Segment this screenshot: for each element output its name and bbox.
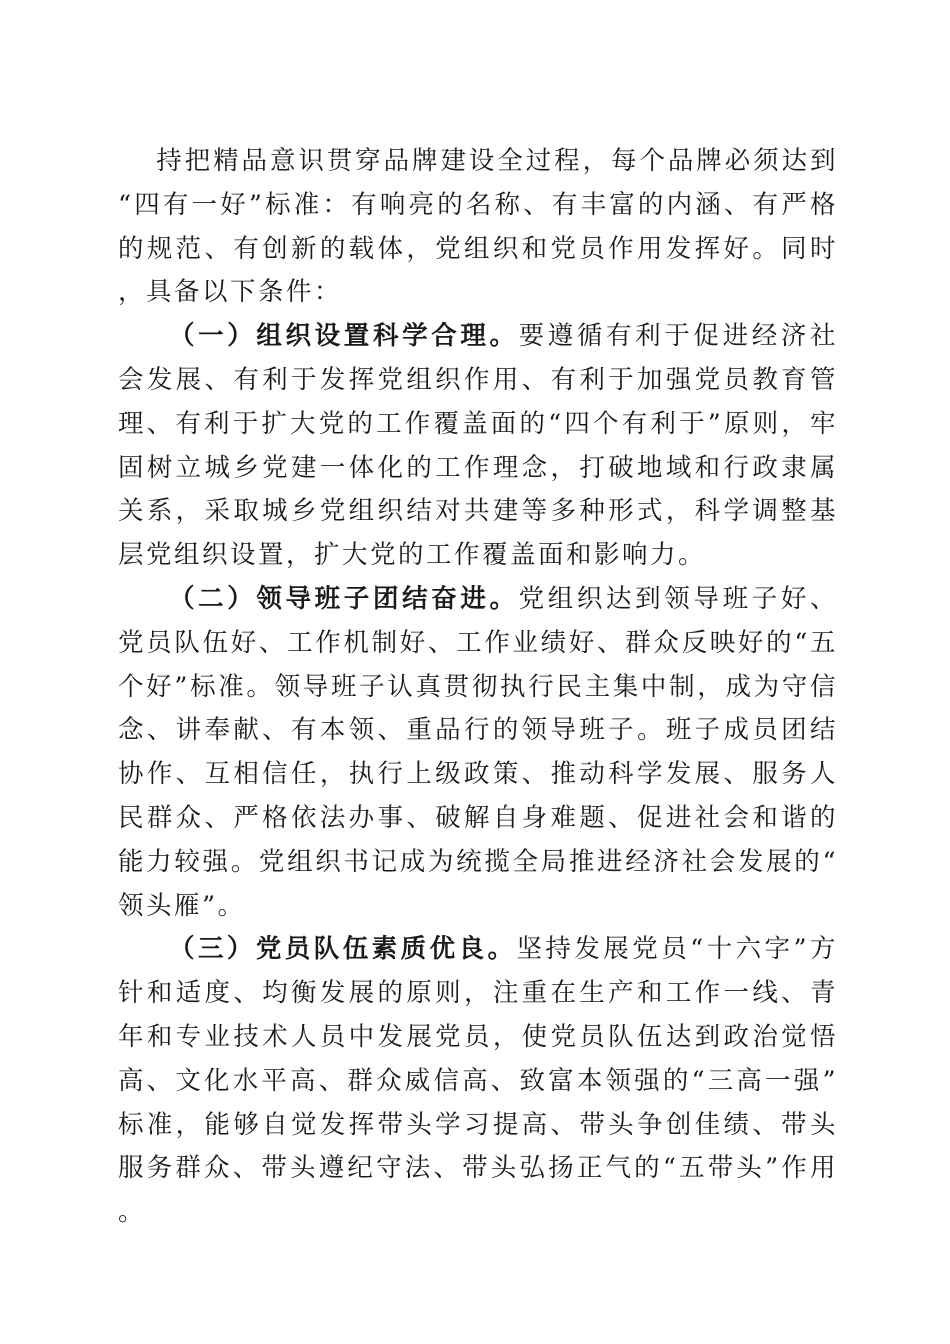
paragraph-party-members <box>118 928 838 1235</box>
paragraph-heading: （三）党员队伍素质优良。 <box>169 934 517 965</box>
paragraph-heading: （一）组织设置科学合理。 <box>169 321 519 352</box>
paragraph-leadership-team <box>118 578 838 928</box>
document-body <box>118 140 838 1235</box>
paragraph-text: 要遵循有利于促进经济社会发展、有利于发挥党组织作用、有利于加强党员教育管理、有利于扩大党的工作覆盖面的“四个有利于”原则，牢固树立城乡党建一体化的工作理念，打破地域和行政隶属关系，采取城乡党组织结对共建等多种形式，科学调整基层党组织设置，扩大党的工作覆盖面和影响力。 <box>118 321 838 571</box>
paragraph-text: 坚持发展党员“十六字”方针和适度、均衡发展的原则，注重在生产和工作一线、青年和专业技术人员中发展党员，使党员队伍达到政治觉悟高、文化水平高、群众威信高、致富本领强的“三高一强”标准，能够自觉发挥带头学习提高、带头争创佳绩、带头服务群众、带头遵纪守法、带头弘扬正气的“五带头”作用。 <box>118 934 838 1228</box>
paragraph-heading: （二）领导班子团结奋进。 <box>169 583 519 614</box>
paragraph-text: 党组织达到领导班子好、党员队伍好、工作机制好、工作业绩好、群众反映好的“五个好”标准。领导班子认真贯彻执行民主集中制，成为守信念、讲奉献、有本领、重品行的领导班子。班子成员团结协作、互相信任，执行上级政策、推动科学发展、服务人民群众、严格依法办事、破解自身难题、促进社会和谐的能力较强。党组织书记成为统揽全局推进经济社会发展的“领头雁”。 <box>118 583 838 921</box>
paragraph-organization-setup <box>118 315 838 578</box>
paragraph-text: 持把精品意识贯穿品牌建设全过程，每个品牌必须达到“四有一好”标准：有响亮的名称、有丰富的内涵、有严格的规范、有创新的载体，党组织和党员作用发挥好。同时，具备以下条件： <box>118 146 838 308</box>
paragraph-intro <box>118 140 838 315</box>
